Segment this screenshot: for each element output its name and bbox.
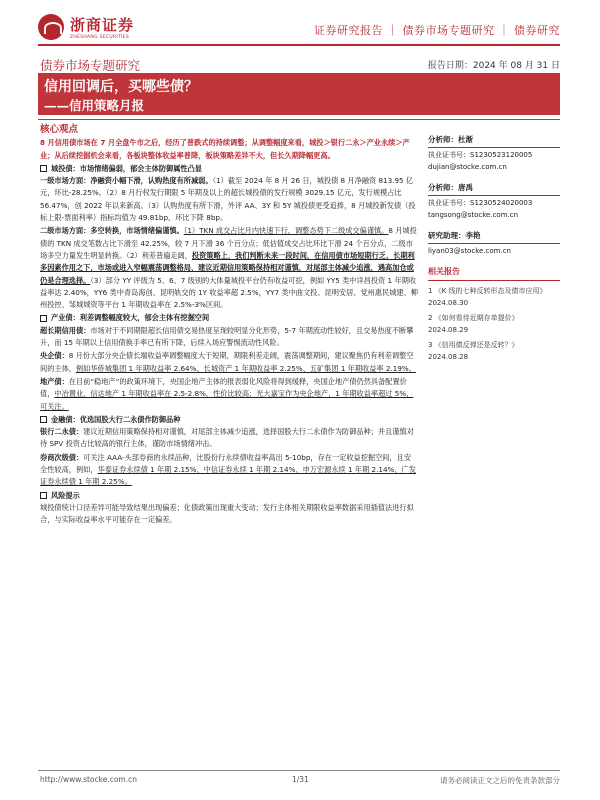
analyst-card [428,134,560,173]
page-number: 1/31 [292,775,309,784]
analyst-email[interactable]: tangsong@stocke.com.cn [428,211,519,219]
report-category-tags: 证券研究报告 ｜ 债券市场专题研究 ｜ 债券研究 [314,24,560,37]
report-series: 债券市场专题研究 [40,58,141,73]
title-underline [38,119,560,120]
logo-emblem-icon [38,14,64,40]
section-heading-financial-bonds: 金融债：优选国股大行二永债作防御品种 [40,414,418,426]
footer-divider [38,770,560,771]
property-bonds-paragraph: 地产债：在目前“稳地产”的政策环境下，央国企地产主体的报表弱化风险将得到缓释，央国企地产债仍然具备配置价值，中冶置业、信达地产 1 年期收益率在 2.5-2.8%，性价比较高；光大嘉宝作为央企地产，1 年期收益率超过 5%，可关注。 [40,376,414,411]
analyst-card [428,182,560,221]
checkbox-bullet-icon [40,492,47,499]
checkbox-bullet-icon [40,315,47,322]
core-views-heading: 核心观点 [40,124,79,135]
analyst-name: 分析师：杜渐 [428,135,473,144]
core-summary: 8 月信用债市场在 7 月全盘牛市之后，经历了普跌式的持续调整；从调整幅度来看，城投＞银行二永＞产业永续＞产业；从后续挖掘机会来看，各板块整体收益率普降，板块策略差异不大，但长久期降幅更高。 [40,138,410,160]
report-title: 信用回调后，买哪些债？ [44,79,198,95]
report-subtitle: ——信用策略月报 [44,98,145,113]
footer-website-link[interactable]: http://www.stocke.com.cn [40,775,137,784]
analyst-email[interactable]: liyan03@stocke.com.cn [428,247,511,255]
brand-logo [38,14,134,40]
main-content [40,124,418,528]
checkbox-bullet-icon [40,416,47,423]
header-divider [38,44,560,46]
section-heading-risk-warning: 风险提示 [40,490,418,502]
related-report-link[interactable]: 1 《K 线的七种反转形态及债市应用》 2024.08.30 [428,287,547,307]
analyst-divider [428,243,560,244]
analyst-name: 研究助理：李艳 [428,231,481,240]
sidebar [428,134,560,366]
bank-capital-bonds-paragraph: 银行二永债：建议近期信用策略保持相对谨慎，对尾部主体减少追涨，选择国股大行二永债作为防御品种；并且谨慎对待 SPV 投资占比较高的银行主体，谨防市场情绪冲击。 [40,427,414,449]
footer-disclaimer: 请务必阅读正文之后的免责条款部分 [440,776,560,785]
logo-name: 浙商证券 [70,16,135,34]
report-date: 报告日期：2024 年 08 月 31 日 [427,61,560,71]
analyst-cert: 执业证书号：S1230524020003 [428,199,533,207]
analyst-name: 分析师：唐禹 [428,183,473,192]
analyst-cert: 执业证书号：S1230523120005 [428,151,533,159]
checkbox-bullet-icon [40,165,47,172]
logo-english-name: ZHESHANG SECURITIES [70,35,129,40]
section-heading-urban-bonds: 城投债：市场情绪偏弱，郁会主体防御属性凸显 [40,163,418,175]
risk-warning-paragraph: 城投债统计口径差异可能导致结果出现偏差；化债政策出现重大变动；发行主体相关期限收益率数据采用插值法进行拟合，与实际收益率水平可能存在一定偏差。 [40,502,414,525]
section-heading-industrial-bonds: 产业债：利差调整幅度较大，郁会主体有挖掘空间 [40,312,418,324]
analyst-divider [428,195,560,196]
ultra-long-bonds-paragraph: 超长期信用债：市场对于不同期限超长信用债交易热度呈现较明显分化形势，5-7 年期流动性较好，且交易热度不断攀升，而 15 年期以上信用债换手率已有所下降，后续入场应警惕流动性风险。 [40,325,414,348]
broker-subordinated-bonds-paragraph: 券商次级债：可关注 AAA-头部券商的永续品种，比股份行永续债收益率高出 5-10bp，存在一定收益挖掘空间，且安全性较高，例如，华泰证券永续债 1 年期 2.15%、中信证券永续 1 年期 2.14%、申万宏源永续 1 年期 2.14%、广发证券永续债 1 年期 2.25%。 [40,452,416,487]
related-reports-heading: 相关报告 [428,266,560,281]
secondary-market-paragraph: 二级市场方面：多空转换，市场情绪偏谨慎。（1）TKN 成交占比月内快速下行，调整态势下二级成交偏谨慎。8 月城投债的 TKN 成交笔数占比下滑至 42.25%，较 7 月下滑 36 个百分点；低估值成交占比环比下滑 24 个百分点，二级市场多空力量发生明显转换。（2）利差普遍走阔，投资策略上，我们判断未来一段时间，在信用债市场短期行乏、长期利多因素作用之下，市场或进入窄幅震荡调整格局，建议近期信用策略保持相对谨慎，对尾部主体减少追涨，遇高加仓或仍是合理选择。（3）部分 YY 评级为 5、6、7 级别的大体量城投平台仍有收益可挖，例如 YY5 类中详昌投资 1 年期收益率达 2.40%，YY6 类中青岛海创、昆明轨交的 1Y 收益率超 2.5%，YY7 类中曲文投、昆明安居、党州惠民城建、柳州投控、邹城城资等平台 1 年期收益率在 2.5%-3%区间。 [40,226,418,310]
analyst-divider [428,147,560,148]
analyst-card [428,230,560,257]
central-soe-bonds-paragraph: 央企债：8 月份大部分央企债长端收益率调整幅度大于短期，期限利差走阔，震荡调整期间，建议聚焦仍有利差调整空间的主体，例如华侨城集团 1 年期收益率 2.64%、长城资产 1 年期收益率 2.25%、五矿集团 1 年期收益率 2.19%。 [40,351,416,373]
analyst-email[interactable]: dujian@stocke.com.cn [428,163,507,171]
related-report-link[interactable]: 3 《信用债反弹还是反转？》 2024.08.28 [428,341,519,361]
primary-market-paragraph: 一级市场方面：净融资小幅下滑，认购热度有所减弱。（1）截至 2024 年 8 月 26 日，城投债 8 月净融资 813.95 亿元，环比-28.25%。（2）8 月行权发行期限 5 年期及以上的超长城投债的发行规模 3029.15 亿元，发行规模占比 56.47%，创 2022 年以来新高。（3）认购热度有所下滑，外评 AA、3Y 和 5Y 城投债更受追捧，8 月城投新发债（投标上限-票面利率）指标均值为 49.81bp，环比下降 8bp。 [40,176,416,223]
related-report-link[interactable]: 2 《如何看待近期存单提价》 2024.08.29 [428,314,519,334]
